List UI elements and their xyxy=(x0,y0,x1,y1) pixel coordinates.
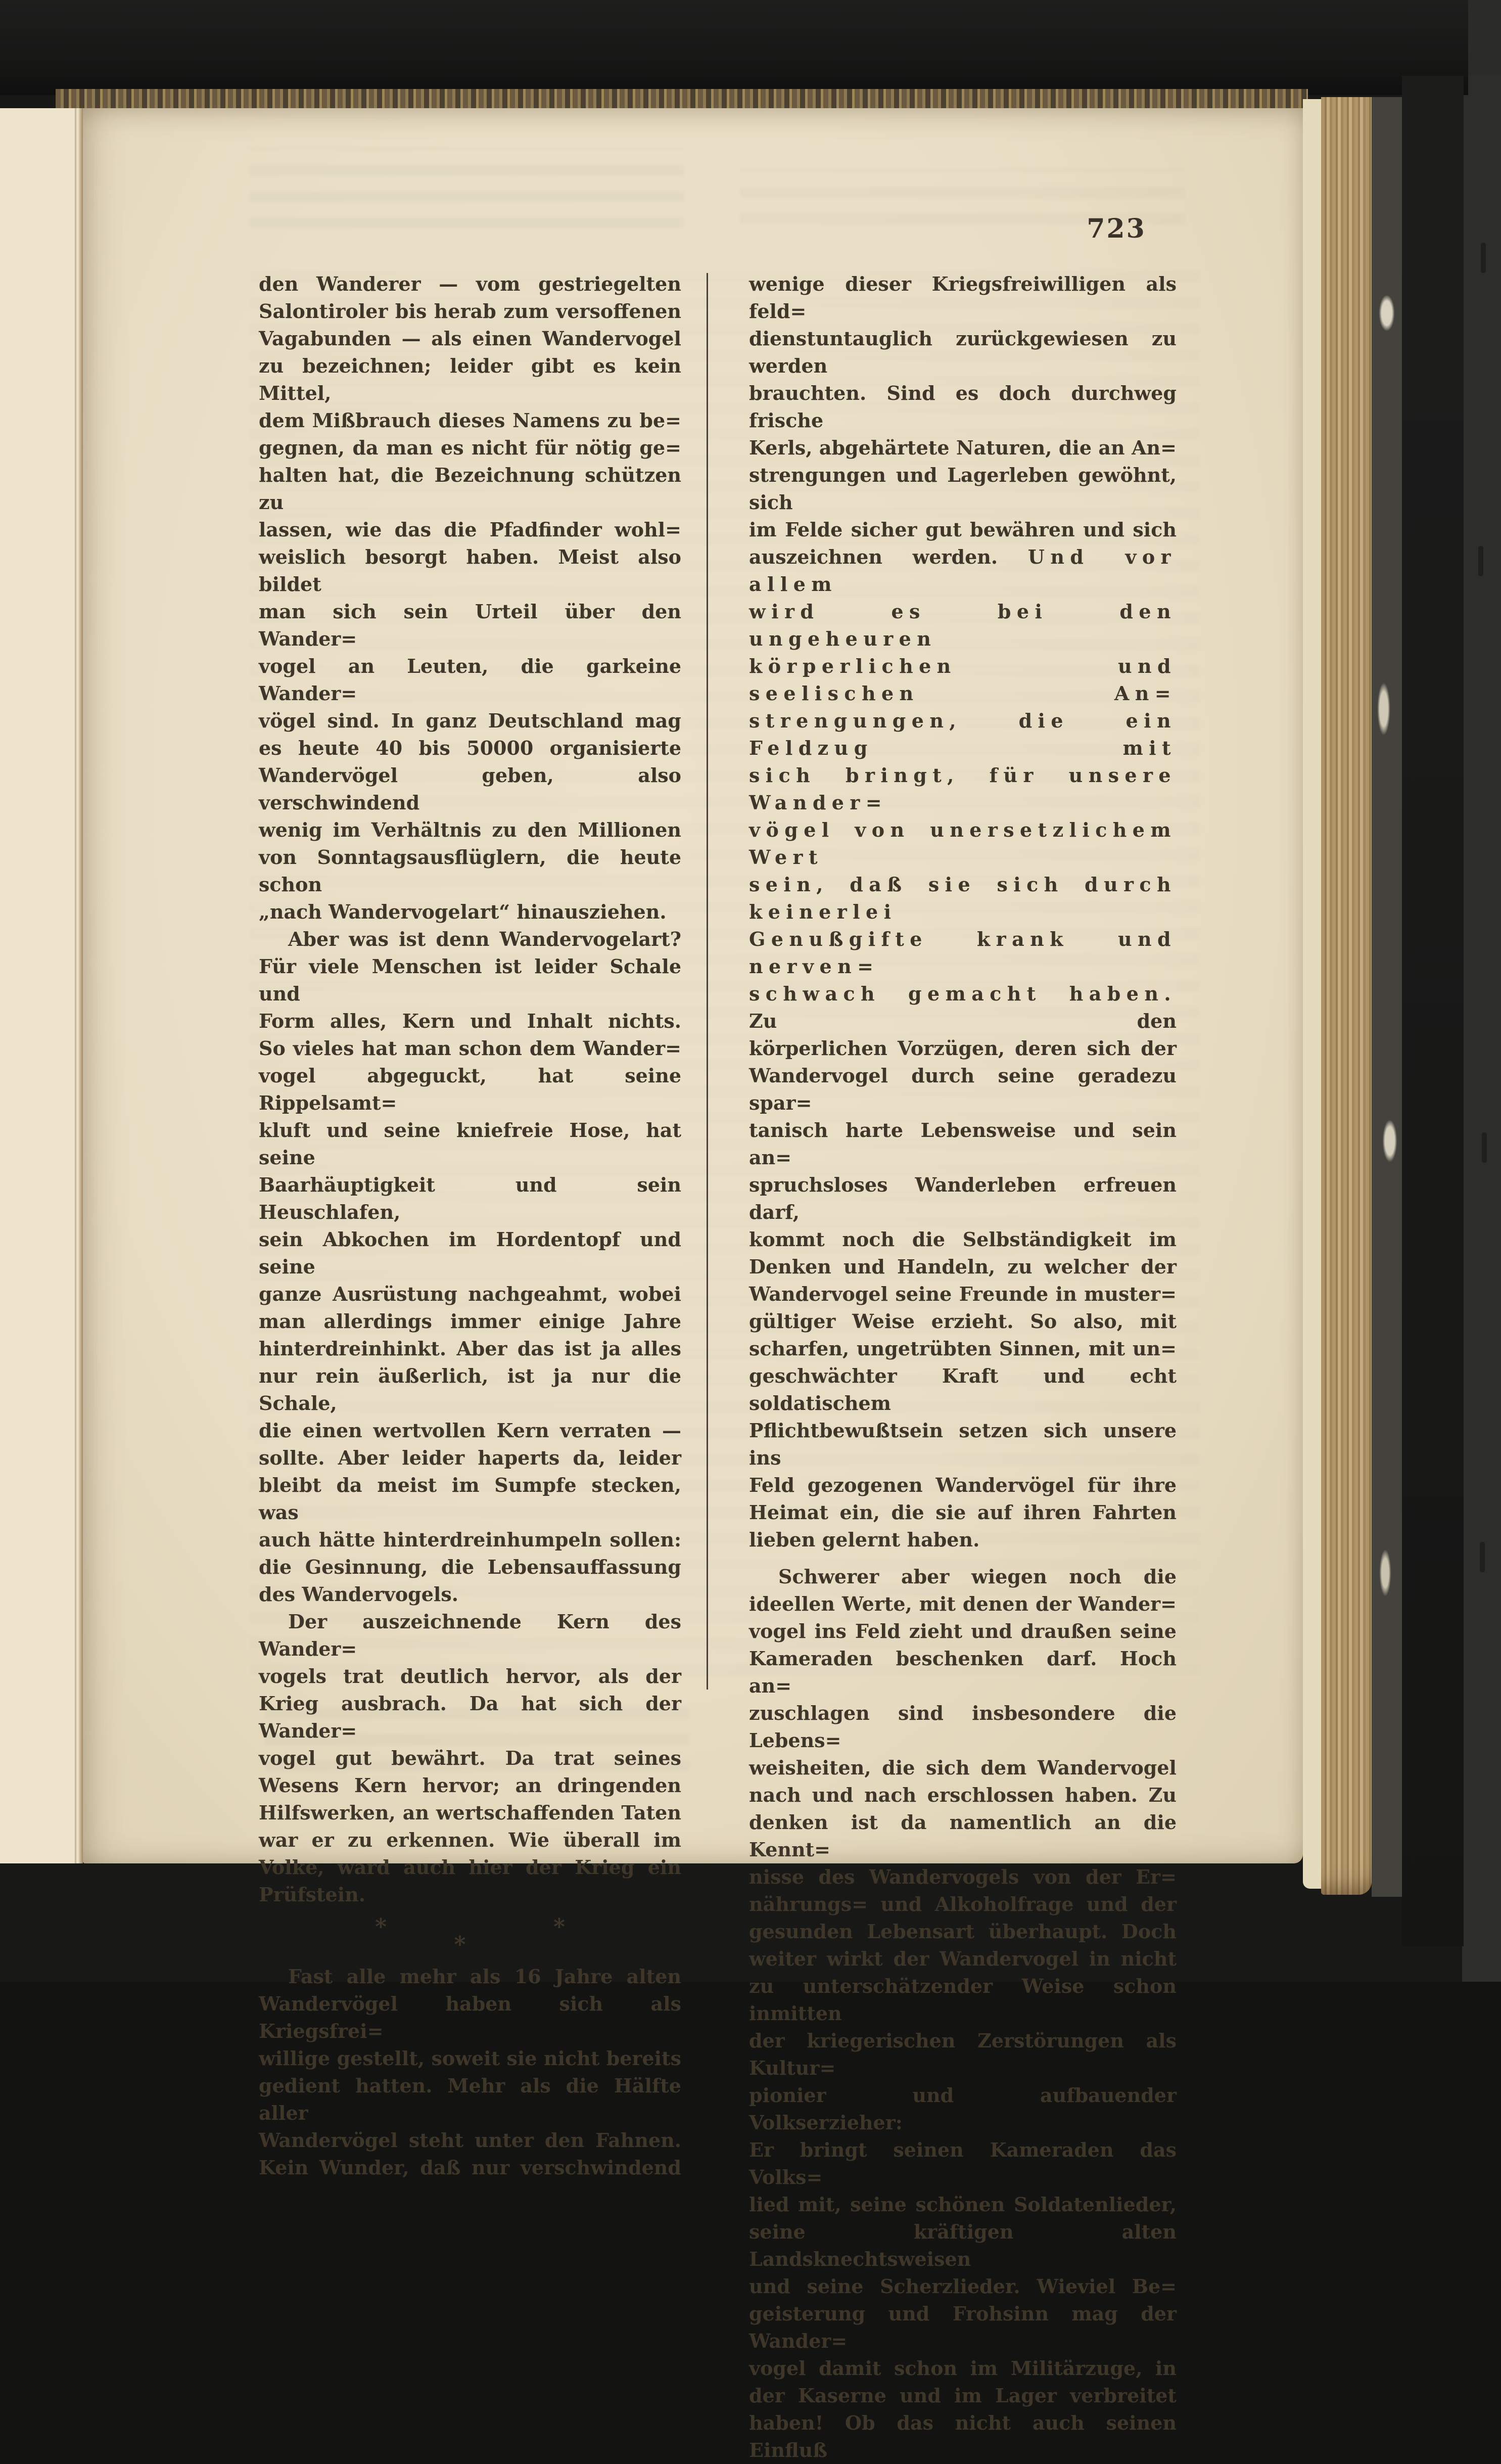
asterisk: * xyxy=(553,1914,566,1940)
body-text: der kriegerischen Zerstörungen als Kultur= xyxy=(749,2029,1177,2079)
text-line xyxy=(259,1362,681,1417)
body-text: gedient hatten. Mehr als die Hälfte aller xyxy=(259,2074,681,2124)
text-line xyxy=(259,1444,681,1472)
body-text: lassen, wie das die Pfadfinder wohl= xyxy=(259,518,681,541)
body-text: halten hat, die Bezeichnung schützen zu xyxy=(259,464,681,514)
text-line xyxy=(259,1554,681,1581)
body-text: wenig im Verhältnis zu den Millionen xyxy=(259,818,681,841)
body-text: Wandervögel haben sich als Kriegsfrei= xyxy=(259,1992,681,2042)
text-line xyxy=(749,2082,1177,2136)
body-text: pionier und aufbauender Volkserzieher: xyxy=(749,2084,1177,2134)
text-line xyxy=(749,2218,1177,2273)
body-text: bleibt da meist im Sumpfe stecken, was xyxy=(259,1474,681,1524)
body-text: seine kräftigen alten Landsknechtsweisen xyxy=(749,2220,1177,2270)
text-line xyxy=(749,543,1177,598)
section-divider-asterisks xyxy=(259,1908,681,1963)
body-text: spruchsloses Wanderleben erfreuen darf, xyxy=(749,1173,1177,1223)
text-line xyxy=(749,516,1177,543)
body-text: Volke, ward auch hier der Krieg ein xyxy=(259,1856,681,1879)
text-line xyxy=(259,1663,681,1690)
text-line xyxy=(259,1117,681,1171)
text-line xyxy=(259,2045,681,2072)
text-line xyxy=(259,1308,681,1335)
body-text: geisterung und Frohsinn mag der Wander= xyxy=(749,2302,1177,2352)
body-text: tanisch harte Lebensweise und sein an= xyxy=(749,1119,1177,1169)
text-line xyxy=(749,1754,1177,1782)
text-line xyxy=(749,598,1177,653)
body-text: strengungen und Lagerleben gewöhnt, sich xyxy=(749,464,1177,514)
body-text: Form alles, Kern und Inhalt nichts. xyxy=(259,1010,681,1032)
text-line xyxy=(259,1690,681,1745)
body-text: willige gestellt, soweit sie nicht bereits xyxy=(259,2047,681,2070)
body-text: war er zu erkennen. Wie überall im xyxy=(259,1829,681,1851)
text-line xyxy=(749,1281,1177,1308)
text-line xyxy=(259,1963,681,1990)
text-line xyxy=(259,1745,681,1772)
body-text: Kameraden beschenken darf. Hoch an= xyxy=(749,1647,1177,1697)
text-line xyxy=(259,844,681,898)
text-line xyxy=(259,1281,681,1308)
text-line xyxy=(749,1362,1177,1417)
body-text: dem Mißbrauch dieses Namens zu be= xyxy=(259,409,681,432)
text-line xyxy=(749,1171,1177,1226)
text-line xyxy=(749,980,1177,1035)
text-line xyxy=(259,325,681,352)
body-text: nährungs= und Alkoholfrage und der xyxy=(749,1893,1177,1915)
body-text: Vagabunden — als einen Wandervogel xyxy=(259,327,681,350)
body-text: Hilfswerken, an wertschaffenden Taten xyxy=(259,1801,681,1824)
text-line xyxy=(259,1990,681,2045)
book-page xyxy=(83,108,1303,2461)
body-text: Denken und Handeln, zu welcher der xyxy=(749,1255,1177,1278)
text-line xyxy=(259,707,681,735)
text-line xyxy=(749,1308,1177,1335)
body-text: des Wandervogels. xyxy=(259,1583,458,1606)
body-text: der Kaserne und im Lager verbreitet xyxy=(749,2384,1177,2407)
body-text: „nach Wandervogelart“ hinausziehen. xyxy=(259,900,667,923)
body-text: haben! Ob das nicht auch seinen Einfluß xyxy=(749,2411,1177,2461)
asterisk: * xyxy=(374,1914,387,1940)
text-line xyxy=(749,325,1177,380)
text-line xyxy=(749,2409,1177,2464)
body-text: Prüfstein. xyxy=(259,1883,365,1906)
body-text: zu bezeichnen; leider gibt es kein Mittel, xyxy=(259,354,681,404)
binding-stitch-mark xyxy=(1481,243,1486,273)
asterisk: * xyxy=(454,1932,466,1957)
text-line xyxy=(749,1226,1177,1253)
binding-stitch-mark xyxy=(1482,1132,1487,1163)
text-line xyxy=(749,1590,1177,1618)
text-line xyxy=(749,2136,1177,2191)
text-line xyxy=(749,762,1177,816)
body-text: die einen wertvollen Kern verraten — xyxy=(259,1419,681,1442)
text-line xyxy=(749,707,1177,762)
paragraph xyxy=(259,1963,681,2181)
body-text: gesunden Lebensart überhaupt. Doch xyxy=(749,1920,1177,1943)
text-line xyxy=(259,816,681,844)
text-line xyxy=(259,653,681,707)
text-line xyxy=(259,1472,681,1526)
text-line xyxy=(749,2355,1177,2382)
text-line xyxy=(259,270,681,298)
body-text: gegnen, da man es nicht für nötig ge= xyxy=(259,436,681,459)
body-text: sollte. Aber leider haperts da, leider xyxy=(259,1446,681,1469)
text-line xyxy=(259,1008,681,1035)
body-text: Schwerer aber wiegen noch die xyxy=(778,1565,1177,1588)
body-text: ganze Ausrüstung nachgeahmt, wobei xyxy=(259,1283,681,1305)
body-text: vogel abgeguckt, hat seine Rippelsamt= xyxy=(259,1064,681,1114)
text-line xyxy=(259,1827,681,1854)
body-text: Heimat ein, die sie auf ihren Fahrten xyxy=(749,1501,1177,1524)
text-line xyxy=(749,2382,1177,2409)
text-line xyxy=(749,380,1177,434)
body-text: weiter wirkt der Wandervogel in nicht xyxy=(749,1947,1177,1970)
body-text: Kein Wunder, daß nur verschwindend xyxy=(259,2156,681,2179)
emphasized-letterspaced-text: körperlichen und seelischen An= xyxy=(749,655,1177,705)
text-line xyxy=(749,1809,1177,1863)
text-line xyxy=(259,1226,681,1281)
page-number: 723 xyxy=(1087,213,1146,244)
text-line xyxy=(259,1526,681,1554)
body-text: Salontiroler bis herab zum versoffenen xyxy=(259,300,681,323)
body-text: nach und nach erschlossen haben. Zu xyxy=(749,1784,1177,1806)
body-text: nur rein äußerlich, ist ja nur die Schale, xyxy=(259,1364,681,1414)
emphasized-letterspaced-text: schwach gemacht haben. xyxy=(749,982,1177,1005)
text-line xyxy=(259,2072,681,2127)
text-line xyxy=(259,1171,681,1226)
text-line xyxy=(259,1772,681,1799)
paragraph xyxy=(749,270,1177,1554)
body-text: kommt noch die Selbständigkeit im xyxy=(749,1228,1177,1251)
page-edge-curl xyxy=(1303,99,1321,1889)
text-line xyxy=(259,1035,681,1062)
book-cover-right xyxy=(1402,76,1464,1946)
text-line xyxy=(749,1499,1177,1526)
table-surface xyxy=(1462,0,1501,1982)
body-text: vogel an Leuten, die garkeine Wander= xyxy=(259,655,681,705)
text-line xyxy=(259,516,681,543)
text-line xyxy=(259,1854,681,1881)
body-text: gültiger Weise erzieht. So also, mit xyxy=(749,1310,1177,1333)
text-column-right xyxy=(749,270,1177,2464)
body-text: Fast alle mehr als 16 Jahre alten xyxy=(288,1965,681,1988)
body-text: nisse des Wandervogels von der Er= xyxy=(749,1865,1177,1888)
text-line xyxy=(259,762,681,816)
text-line xyxy=(749,871,1177,926)
text-line xyxy=(749,1253,1177,1281)
text-line xyxy=(259,1881,681,1908)
body-text: Für viele Menschen ist leider Schale und xyxy=(259,955,681,1005)
book-cover-top-edge xyxy=(0,0,1468,95)
body-text: geschwächter Kraft und echt soldatischem xyxy=(749,1364,1177,1414)
body-text: vogels trat deutlich hervor, als der xyxy=(259,1665,681,1687)
emphasized-letterspaced-text: Und vor allem xyxy=(749,545,1177,596)
text-line xyxy=(749,2191,1177,2218)
paragraph xyxy=(259,926,681,1608)
text-line xyxy=(259,1335,681,1362)
body-text: zu unterschätzender Weise schon inmitten xyxy=(749,1975,1177,2025)
text-line xyxy=(749,1526,1177,1554)
body-text: man allerdings immer einige Jahre xyxy=(259,1310,681,1333)
paragraph xyxy=(259,270,681,926)
text-line xyxy=(749,270,1177,325)
text-line xyxy=(259,2127,681,2154)
facing-page-edge xyxy=(0,108,75,1863)
text-line xyxy=(749,1035,1177,1062)
text-line xyxy=(259,298,681,325)
text-line xyxy=(259,735,681,762)
body-text: im Felde sicher gut bewähren und sich xyxy=(749,518,1177,541)
emphasized-letterspaced-text: wird es bei den ungeheuren xyxy=(749,600,1177,650)
text-line xyxy=(259,953,681,1008)
body-text: Krieg ausbrach. Da hat sich der Wander= xyxy=(259,1692,681,1742)
body-text: man sich sein Urteil über den Wander= xyxy=(259,600,681,650)
body-text: ideellen Werte, mit denen der Wander= xyxy=(749,1592,1177,1615)
text-line xyxy=(259,1581,681,1608)
body-text: denken ist da namentlich an die Kennt= xyxy=(749,1811,1177,1861)
body-text: vögel sind. In ganz Deutschland mag xyxy=(259,709,681,732)
emphasized-letterspaced-text: sein, daß sie sich durch keinerlei xyxy=(749,873,1177,923)
text-line xyxy=(749,1472,1177,1499)
text-line xyxy=(259,2154,681,2181)
text-line xyxy=(259,598,681,653)
text-line xyxy=(749,1700,1177,1754)
text-line xyxy=(749,1945,1177,1973)
text-line xyxy=(749,1891,1177,1918)
body-text: zuschlagen sind insbesondere die Lebens= xyxy=(749,1702,1177,1752)
body-text: sein Abkochen im Hordentopf und seine xyxy=(259,1228,681,1278)
text-line xyxy=(749,434,1177,462)
text-line xyxy=(259,352,681,407)
text-line xyxy=(749,1645,1177,1700)
body-text: hinterdreinhinkt. Aber das ist ja alles xyxy=(259,1337,681,1360)
body-text: Kerls, abgehärtete Naturen, die an An= xyxy=(749,436,1177,459)
text-line xyxy=(749,1417,1177,1472)
text-line xyxy=(259,926,681,953)
body-text: wenige dieser Kriegsfreiwilligen als feld= xyxy=(749,272,1177,323)
body-text: kluft und seine kniefreie Hose, hat seine xyxy=(259,1119,681,1169)
text-line xyxy=(749,1918,1177,1945)
body-text: Baarhäuptigkeit und sein Heuschlafen, xyxy=(259,1173,681,1223)
body-text: vogel ins Feld zieht und draußen seine xyxy=(749,1620,1177,1642)
body-text: weislich besorgt haben. Meist also bildet xyxy=(259,545,681,596)
binding-stitch-mark xyxy=(1480,1542,1485,1572)
body-text: weisheiten, die sich dem Wandervogel xyxy=(749,1756,1177,1779)
body-text: Wandervögel geben, also verschwindend xyxy=(259,764,681,814)
body-text: vogel gut bewährt. Da trat seines xyxy=(259,1747,681,1769)
text-line xyxy=(749,2300,1177,2355)
body-text: lieben gelernt haben. xyxy=(749,1528,980,1551)
text-line xyxy=(749,1618,1177,1645)
body-text: es heute 40 bis 50000 organisierte xyxy=(259,737,681,759)
body-text: auszeichnen werden. xyxy=(749,545,1028,568)
body-text: die Gesinnung, die Lebensauffassung xyxy=(259,1556,681,1578)
body-text: Er bringt seinen Kameraden das Volks= xyxy=(749,2138,1177,2188)
emphasized-letterspaced-text: strengungen, die ein Feldzug mit xyxy=(749,709,1177,759)
text-line xyxy=(259,1417,681,1444)
text-line xyxy=(749,926,1177,980)
text-line xyxy=(749,2027,1177,2082)
body-text: Pflichtbewußtsein setzen sich unsere ins xyxy=(749,1419,1177,1469)
body-text: Wandervögel steht unter den Fahnen. xyxy=(259,2129,681,2152)
text-line xyxy=(259,543,681,598)
text-line xyxy=(259,898,681,926)
text-line xyxy=(749,1782,1177,1809)
body-text: Wesens Kern hervor; an dringenden xyxy=(259,1774,681,1797)
text-line xyxy=(749,1863,1177,1891)
text-line xyxy=(749,1563,1177,1590)
text-line xyxy=(259,434,681,462)
text-line xyxy=(749,653,1177,707)
gutter-fold-shadow xyxy=(75,108,83,1863)
fore-edge-pages xyxy=(1321,97,1372,1895)
body-text: Zu den xyxy=(749,1010,1177,1032)
paragraph xyxy=(259,1608,681,1908)
body-text: Feld gezogenen Wandervögel für ihre xyxy=(749,1474,1177,1496)
body-text: Wandervogel seine Freunde in muster= xyxy=(749,1283,1177,1305)
body-text: körperlichen Vorzügen, deren sich der xyxy=(749,1037,1177,1060)
body-text: Aber was ist denn Wandervogelart? xyxy=(288,928,681,950)
column-divider-rule xyxy=(707,273,708,1690)
text-line xyxy=(749,1335,1177,1362)
body-text: und seine Scherzlieder. Wieviel Be= xyxy=(749,2275,1177,2298)
body-text: von Sonntagsausflüglern, die heute schon xyxy=(259,846,681,896)
text-line xyxy=(259,462,681,516)
bleed-through-ghost xyxy=(250,148,684,244)
body-text: brauchten. Sind es doch durchweg frische xyxy=(749,382,1177,432)
text-line xyxy=(749,1117,1177,1171)
text-column-left xyxy=(259,270,681,2181)
text-line xyxy=(259,1799,681,1827)
body-text: lied mit, seine schönen Soldatenlieder, xyxy=(749,2193,1177,2216)
body-text: Wandervogel durch seine geradezu spar= xyxy=(749,1064,1177,1114)
emphasized-letterspaced-text: Genußgifte krank und nerven= xyxy=(749,928,1177,978)
emphasized-letterspaced-text: vögel von unersetzlichem Wert xyxy=(749,818,1177,869)
text-line xyxy=(749,2273,1177,2300)
binding-stitch-mark xyxy=(1478,546,1483,576)
text-line xyxy=(749,1973,1177,2027)
body-text: den Wanderer — vom gestriegelten xyxy=(259,272,681,295)
text-line xyxy=(749,462,1177,516)
text-line xyxy=(749,1062,1177,1117)
text-line xyxy=(259,407,681,434)
marbled-board-edge xyxy=(1372,97,1402,1897)
body-text: auch hätte hinterdreinhumpeln sollen: xyxy=(259,1528,681,1551)
text-line xyxy=(259,1608,681,1663)
body-text: dienstuntauglich zurückgewiesen zu werden xyxy=(749,327,1177,377)
body-text: So vieles hat man schon dem Wander= xyxy=(259,1037,681,1060)
text-line xyxy=(259,1062,681,1117)
emphasized-letterspaced-text: sich bringt, für unsere Wander= xyxy=(749,764,1177,814)
body-text: scharfen, ungetrübten Sinnen, mit un= xyxy=(749,1337,1177,1360)
text-line xyxy=(749,816,1177,871)
body-text: vogel damit schon im Militärzuge, in xyxy=(749,2357,1177,2380)
body-text: Der auszeichnende Kern des Wander= xyxy=(259,1610,681,1660)
paragraph xyxy=(749,1563,1177,2464)
